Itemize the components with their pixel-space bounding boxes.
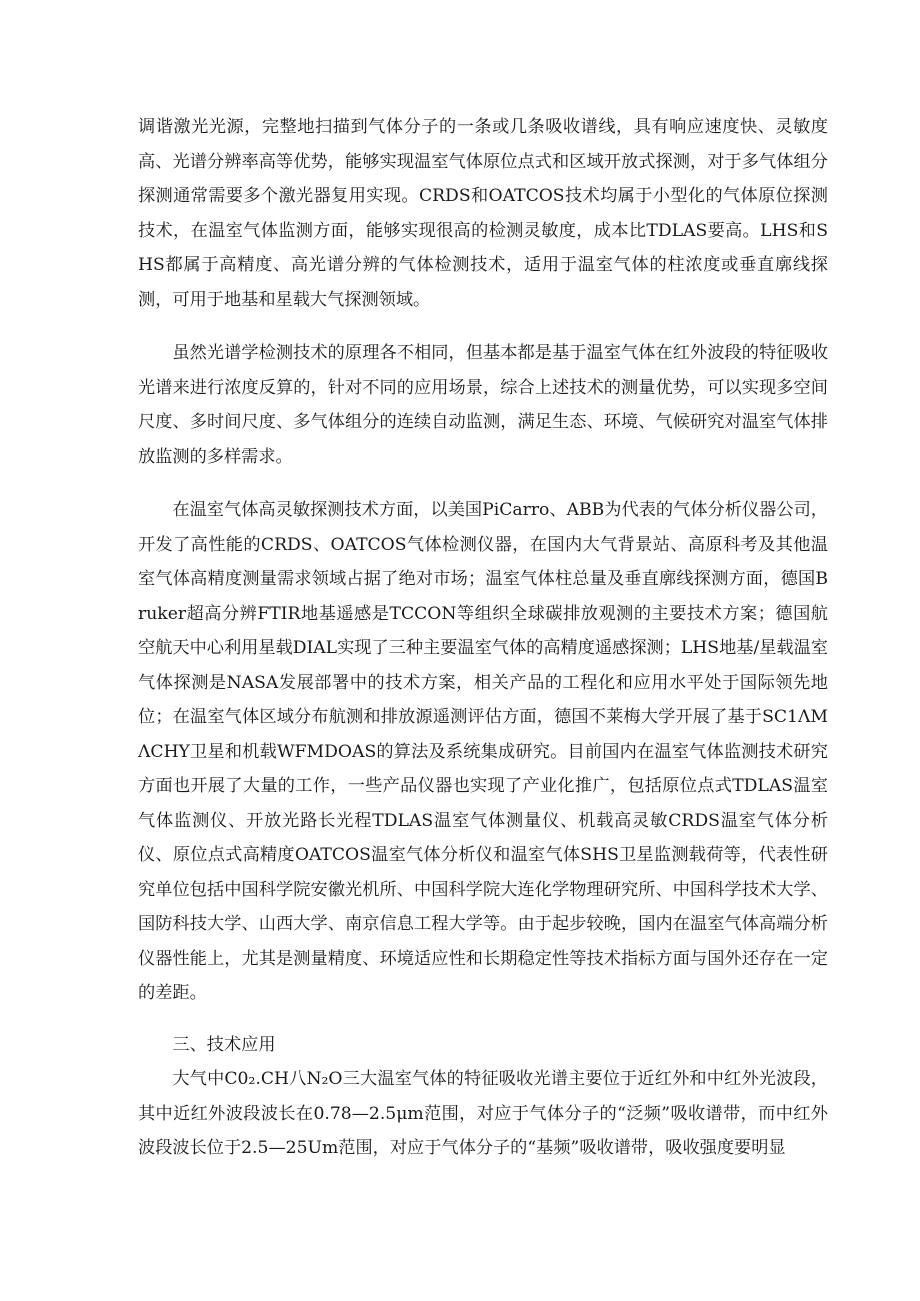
paragraph-laser-techniques: 调谐激光光源，完整地扫描到气体分子的一条或几条吸收谱线，具有响应速度快、灵敏度高、光谱分辨率高等优势，能够实现温室气体原位点式和区域开放式探测，对于多气体组分探测通常需要多个激光器复用实现。CRDS和OATCOS技术均属于小型化的气体原位探测技术，在温室气体监测方面，能够实现很高的检测灵敏度，成本比TDLAS要高。LHS和SHS都属于高精度、高光谱分辨的气体检测技术，适用于温室气体的柱浓度或垂直廓线探测，可用于地基和星载大气探测领域。 xyxy=(138,117,828,310)
paragraph-absorption-bands: 大气中C0₂.CH八N₂O三大温室气体的特征吸收光谱主要位于近红外和中红外光波段，其中近红外波段波长在0.78—2.5μm范围，对应于气体分子的“泛频”吸收谱带，而中红外波段波长位于2.5—25Um范围，对应于气体分子的“基频”吸收谱带，吸收强度要明显 xyxy=(138,1069,828,1158)
document-page xyxy=(138,110,828,1166)
paragraph-detection-status: 在温室气体高灵敏探测技术方面，以美国PiCarro、ABB为代表的气体分析仪器公司，开发了高性能的CRDS、OATCOS气体检测仪器，在国内大气背景站、高原科考及其他温室气体高精度测量需求领域占据了绝对市场；温室气体柱总量及垂直廓线探测方面，德国Bruker超高分辨FTIR地基遥感是TCCON等组织全球碳排放观测的主要技术方案；德国航空航天中心利用星载DIAL实现了三种主要温室气体的高精度遥感探测；LHS地基/星载温室气体探测是NASA发展部署中的技术方案，相关产品的工程化和应用水平处于国际领先地位；在温室气体区域分布航测和排放源遥测评估方面，德国不莱梅大学开展了基于SC1ΛMΛCHY卫星和机载WFMDOAS的算法及系统集成研究。目前国内在温室气体监测技术研究方面也开展了大量的工作，一些产品仪器也实现了产业化推广，包括原位点式TDLAS温室气体监测仪、开放光路长光程TDLAS温室气体测量仪、机载高灵敏CRDS温室气体分析仪、原位点式高精度OATCOS温室气体分析仪和温室气体SHS卫星监测载荷等，代表性研究单位包括中国科学院安徽光机所、中国科学院大连化学物理研究所、中国科学技术大学、国防科技大学、山西大学、南京信息工程大学等。由于起步较晚，国内在温室气体高端分析仪器性能上，尤其是测量精度、环境适应性和长期稳定性等技术指标方面与国外还存在一定的差距。 xyxy=(138,500,828,1003)
section-heading: 三、技术应用 xyxy=(172,1034,276,1055)
paragraph-spectroscopy-principles: 虽然光谱学检测技术的原理各不相同，但基本都是基于温室气体在红外波段的特征吸收光谱来进行浓度反算的，针对不同的应用场景，综合上述技术的测量优势，可以实现多空间尺度、多时间尺度、多气体组分的连续自动监测，满足生态、环境、气候研究对温室气体排放监测的多样需求。 xyxy=(138,343,828,467)
